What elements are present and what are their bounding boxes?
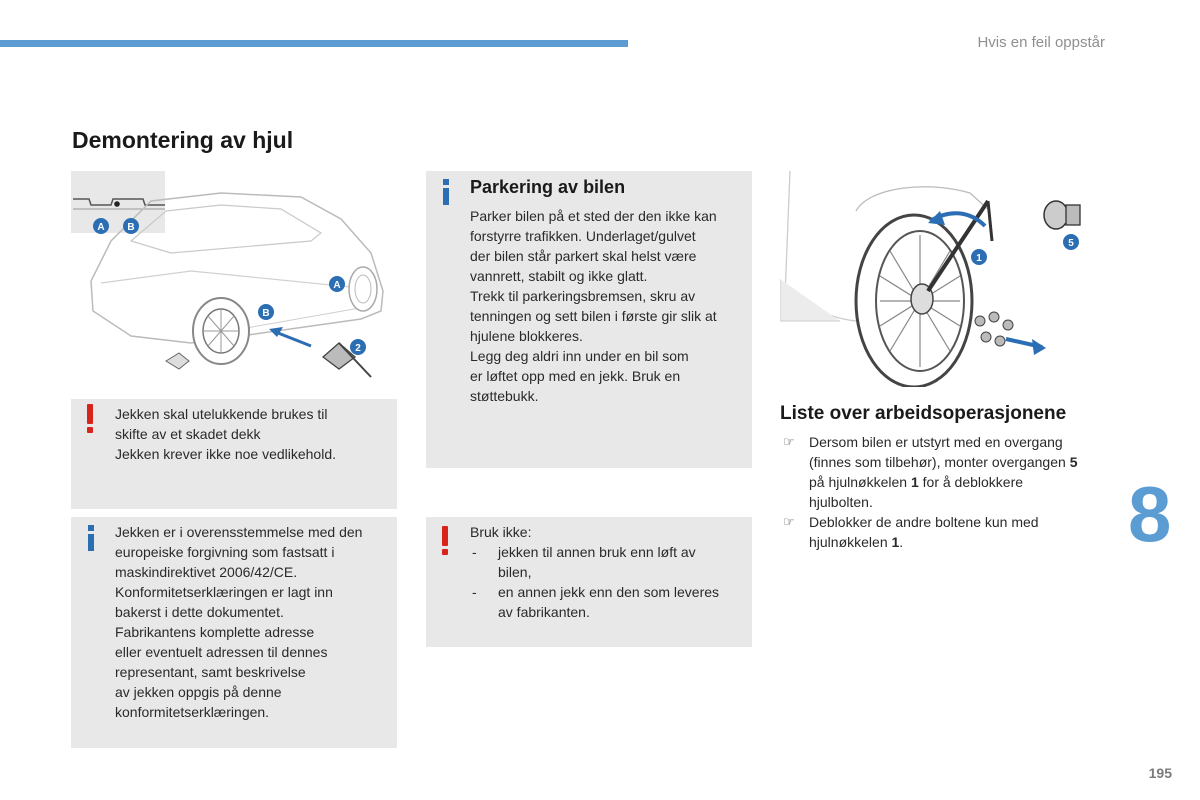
jack-warning-line: Jekken skal utelukkende brukes til [115, 406, 328, 422]
list-item [783, 512, 1123, 552]
wrench-ref: 1 [910, 474, 919, 490]
jack-warning-box [71, 399, 397, 509]
list-dash: - [472, 544, 477, 560]
info-icon [441, 179, 451, 205]
car-label-b-inset: B [127, 222, 135, 233]
operations-title: Liste over arbeidsoperasjonene [780, 403, 1067, 424]
conformity-line: konformitetserklæringen. [115, 704, 270, 720]
parking-line: tenningen og sett bilen i første gir slik at [470, 308, 717, 324]
jack-warning-line: Jekken krever ikke noe vedlikehold. [115, 446, 337, 462]
list-item [783, 432, 1123, 512]
list-item-line: (finnes som tilbehør), monter overgangen [809, 454, 1066, 470]
wrench-ref: 1 [891, 534, 900, 550]
page-title: Demontering av hjul [72, 127, 294, 153]
list-item-line: jekken til annen bruk enn løft av [498, 544, 696, 560]
parking-line: vannrett, stabilt og ikke glatt. [470, 268, 648, 284]
conformity-line: eller eventuelt adressen til dennes [115, 644, 328, 660]
usage-warning-list [470, 542, 742, 622]
parking-line: forstyrre trafikken. Underlaget/gulvet [470, 228, 696, 244]
pointing-hand-icon: ☞ [783, 434, 795, 449]
conformity-line: representant, samt beskrivelse [115, 664, 306, 680]
list-item-line: på hjulnøkkelen [809, 474, 908, 490]
warning-icon [438, 525, 452, 557]
list-item-line: Deblokker de andre boltene kun med [809, 514, 1039, 530]
list-item-line: bilen, [498, 564, 532, 580]
parking-line: hjulene blokkeres. [470, 328, 583, 344]
conformity-line: maskindirektivet 2006/42/CE. [115, 564, 298, 580]
pointing-hand-icon: ☞ [783, 514, 795, 529]
parking-line: støttebukk. [470, 388, 539, 404]
chapter-title: Hvis en feil oppstår [977, 34, 1105, 51]
list-dash: - [472, 584, 477, 600]
list-item-line: for å deblokkere [922, 474, 1024, 490]
usage-warning-intro: Bruk ikke: [470, 524, 532, 540]
conformity-line: Jekken er i overensstemmelse med den [115, 524, 363, 540]
conformity-line: Fabrikantens komplette adresse [115, 624, 315, 640]
page-number: 195 [1148, 765, 1172, 781]
warning-icon [83, 403, 97, 435]
list-item [470, 542, 742, 582]
conformity-line: av jekken oppgis på denne [115, 684, 282, 700]
car-label-b: B [262, 308, 270, 319]
wheel-wrench-illustration [780, 171, 1105, 387]
conformity-line: europeiske forgivning som fastsatt i [115, 544, 335, 560]
parking-line: der bilen står parkert skal helst være [470, 248, 697, 264]
usage-warning-box [426, 517, 752, 647]
parking-line: Legg deg aldri inn under en bil som [470, 348, 689, 364]
list-item-line: hjulnøkkelen [809, 534, 888, 550]
wheel-label-1: 1 [976, 253, 982, 264]
parking-info-box [426, 171, 752, 468]
list-item-line: . [899, 534, 904, 550]
list-item-line: av fabrikanten. [498, 604, 590, 620]
list-item-line: hjulbolten. [809, 494, 873, 510]
operations-list [783, 432, 1123, 552]
car-label-a-inset: A [97, 222, 105, 233]
header-accent-bar [0, 40, 628, 47]
parking-line: er løftet opp med en jekk. Bruk en [470, 368, 681, 384]
wheel-label-5: 5 [1068, 238, 1074, 249]
info-icon [86, 525, 96, 551]
parking-line: Trekk til parkeringsbremsen, skru av [470, 288, 696, 304]
chapter-number: 8 [1128, 470, 1172, 558]
conformity-line: Konformitetserklæringen er lagt inn [115, 584, 333, 600]
list-item-line: en annen jekk enn den som leveres [498, 584, 720, 600]
list-item-line: Dersom bilen er utstyrt med en overgang [809, 434, 1063, 450]
adapter-ref: 5 [1069, 454, 1078, 470]
parking-title: Parkering av bilen [470, 177, 626, 197]
list-item [470, 582, 742, 622]
car-label-a: A [333, 280, 341, 291]
jack-warning-line: skifte av et skadet dekk [115, 426, 261, 442]
parking-line: Parker bilen på et sted der den ikke kan [470, 208, 717, 224]
conformity-info-box [71, 517, 397, 748]
car-label-2: 2 [355, 343, 361, 354]
conformity-line: bakerst i dette dokumentet. [115, 604, 284, 620]
car-jack-illustration [71, 171, 397, 387]
